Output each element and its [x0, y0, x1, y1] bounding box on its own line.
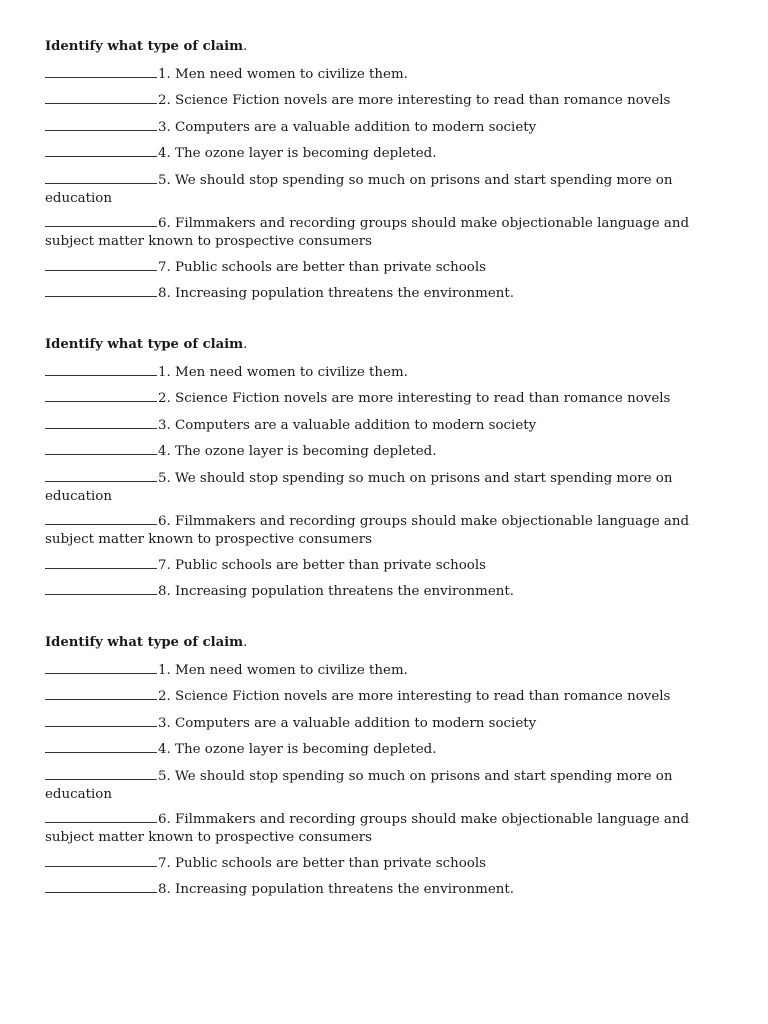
answer-blank[interactable]: [45, 257, 157, 271]
answer-blank[interactable]: [45, 686, 157, 700]
claim-number: 6.: [158, 514, 171, 529]
answer-blank[interactable]: [45, 581, 157, 595]
claim-number: 1.: [158, 663, 171, 678]
claim-number: 4.: [158, 444, 171, 459]
section-heading: Identify what type of claim.: [45, 39, 248, 54]
claim-number: 6.: [158, 812, 171, 827]
claim-number: 3.: [158, 418, 171, 433]
claim-item-7: [45, 853, 695, 873]
section-heading: Identify what type of claim.: [45, 337, 248, 352]
claim-item-5: [45, 766, 695, 803]
claim-text: Increasing population threatens the environment.: [175, 584, 515, 599]
claim-number: 7.: [158, 558, 171, 573]
answer-blank[interactable]: [45, 739, 157, 753]
claim-item-3: [45, 713, 695, 733]
claim-number: 5.: [158, 471, 171, 486]
claim-text: Increasing population threatens the environment.: [175, 882, 515, 897]
claim-number: 3.: [158, 716, 171, 731]
claim-text: Public schools are better than private schools: [175, 558, 487, 573]
claim-item-6: [45, 511, 695, 548]
claim-text: Men need women to civilize them.: [175, 67, 408, 82]
answer-blank[interactable]: [45, 809, 157, 823]
section-heading: Identify what type of claim.: [45, 635, 248, 650]
claim-number: 4.: [158, 742, 171, 757]
claim-text: We should stop spending so much on prisons and start spending more on education: [45, 173, 673, 206]
answer-blank[interactable]: [45, 879, 157, 893]
claim-number: 8.: [158, 286, 171, 301]
claim-text: Increasing population threatens the environment.: [175, 286, 515, 301]
claim-item-4: [45, 143, 695, 163]
claim-item-5: [45, 170, 695, 207]
claim-item-3: [45, 117, 695, 137]
worksheet-section-3: [45, 634, 695, 904]
answer-blank[interactable]: [45, 415, 157, 429]
answer-blank[interactable]: [45, 170, 157, 184]
claim-item-7: [45, 257, 695, 277]
claim-number: 4.: [158, 146, 171, 161]
claim-text: The ozone layer is becoming depleted.: [175, 742, 437, 757]
claim-item-6: [45, 809, 695, 846]
answer-blank[interactable]: [45, 468, 157, 482]
claim-item-8: [45, 581, 695, 601]
claim-item-1: [45, 660, 695, 680]
claim-text: Computers are a valuable addition to modern society: [175, 716, 537, 731]
claim-item-1: [45, 64, 695, 84]
answer-blank[interactable]: [45, 90, 157, 104]
claim-text: Filmmakers and recording groups should make objectionable language and subject matter known to prospective consumers: [45, 812, 690, 845]
answer-blank[interactable]: [45, 713, 157, 727]
answer-blank[interactable]: [45, 362, 157, 376]
claim-text: Men need women to civilize them.: [175, 663, 408, 678]
claim-text: Public schools are better than private schools: [175, 260, 487, 275]
claim-text: Science Fiction novels are more interesting to read than romance novels: [175, 689, 671, 704]
answer-blank[interactable]: [45, 766, 157, 780]
claim-number: 8.: [158, 584, 171, 599]
answer-blank[interactable]: [45, 117, 157, 131]
claim-number: 6.: [158, 216, 171, 231]
claim-item-7: [45, 555, 695, 575]
claim-text: We should stop spending so much on prisons and start spending more on education: [45, 769, 673, 802]
claim-number: 1.: [158, 365, 171, 380]
claim-item-6: [45, 213, 695, 250]
claim-item-4: [45, 441, 695, 461]
claim-item-2: [45, 686, 695, 706]
answer-blank[interactable]: [45, 555, 157, 569]
claim-number: 7.: [158, 856, 171, 871]
answer-blank[interactable]: [45, 213, 157, 227]
claim-item-3: [45, 415, 695, 435]
answer-blank[interactable]: [45, 64, 157, 78]
claim-item-1: [45, 362, 695, 382]
claim-number: 5.: [158, 173, 171, 188]
answer-blank[interactable]: [45, 441, 157, 455]
claim-number: 1.: [158, 67, 171, 82]
claim-item-2: [45, 90, 695, 110]
worksheet-section-2: [45, 336, 695, 606]
claim-number: 7.: [158, 260, 171, 275]
claim-text: We should stop spending so much on prisons and start spending more on education: [45, 471, 673, 504]
answer-blank[interactable]: [45, 511, 157, 525]
claim-item-8: [45, 879, 695, 899]
answer-blank[interactable]: [45, 660, 157, 674]
claim-item-4: [45, 739, 695, 759]
claim-text: Filmmakers and recording groups should make objectionable language and subject matter known to prospective consumers: [45, 514, 690, 547]
answer-blank[interactable]: [45, 388, 157, 402]
claim-text: Computers are a valuable addition to modern society: [175, 418, 537, 433]
claim-number: 2.: [158, 391, 171, 406]
claim-text: The ozone layer is becoming depleted.: [175, 444, 437, 459]
claim-number: 8.: [158, 882, 171, 897]
answer-blank[interactable]: [45, 143, 157, 157]
claim-number: 5.: [158, 769, 171, 784]
claim-item-5: [45, 468, 695, 505]
worksheet-section-1: [45, 38, 695, 308]
claim-number: 2.: [158, 93, 171, 108]
claim-text: The ozone layer is becoming depleted.: [175, 146, 437, 161]
claim-item-2: [45, 388, 695, 408]
claim-item-8: [45, 283, 695, 303]
answer-blank[interactable]: [45, 853, 157, 867]
claim-text: Filmmakers and recording groups should make objectionable language and subject matter known to prospective consumers: [45, 216, 690, 249]
claim-text: Public schools are better than private schools: [175, 856, 487, 871]
claim-text: Computers are a valuable addition to modern society: [175, 120, 537, 135]
claim-text: Science Fiction novels are more interesting to read than romance novels: [175, 93, 671, 108]
claim-number: 3.: [158, 120, 171, 135]
claim-number: 2.: [158, 689, 171, 704]
answer-blank[interactable]: [45, 283, 157, 297]
claim-text: Science Fiction novels are more interesting to read than romance novels: [175, 391, 671, 406]
claim-text: Men need women to civilize them.: [175, 365, 408, 380]
